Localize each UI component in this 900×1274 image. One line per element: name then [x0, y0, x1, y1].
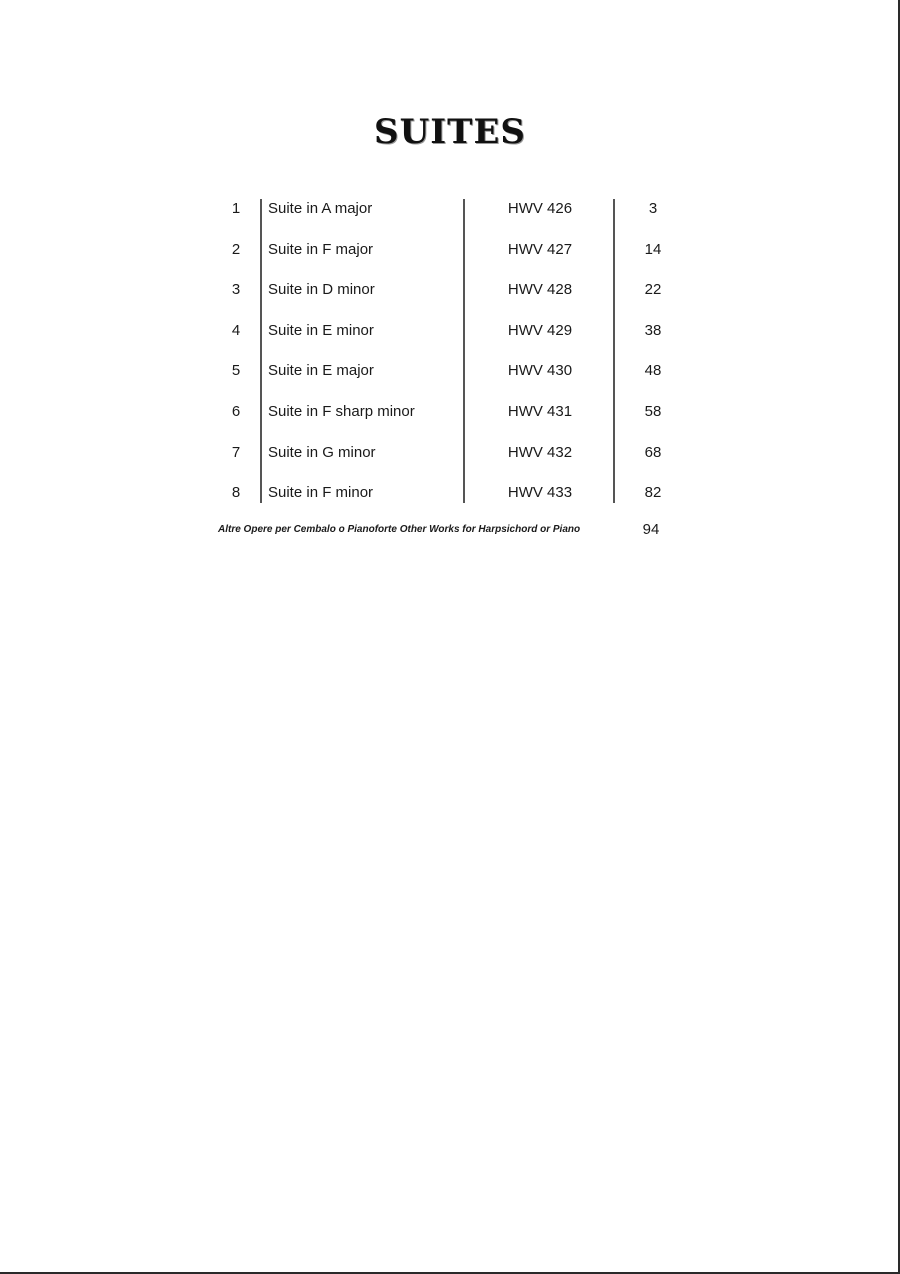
hwv-number: HWV 430	[507, 362, 573, 380]
suite-title: Suite in E major	[268, 362, 374, 380]
toc-row[interactable]	[210, 189, 690, 230]
toc-row[interactable]	[210, 433, 690, 474]
suite-title: Suite in F sharp minor	[268, 402, 415, 420]
suite-title: Suite in E minor	[268, 321, 374, 339]
page-title: SUITES	[374, 112, 526, 152]
suite-number: 1	[231, 200, 241, 217]
suite-number: 2	[231, 240, 241, 258]
page-number: 48	[644, 362, 662, 380]
page-number: 68	[644, 443, 662, 461]
toc-row[interactable]	[210, 230, 690, 271]
other-works-label: Altre Opere per Cembalo o Pianoforte Other Works for Harpsichord or Piano	[218, 524, 581, 535]
suite-title: Suite in F minor	[268, 484, 374, 502]
table-of-contents	[210, 189, 690, 514]
suite-title: Suite in D minor	[268, 281, 375, 299]
toc-row[interactable]	[210, 270, 690, 311]
page-number: 22	[644, 281, 662, 299]
page-number: 58	[644, 402, 662, 420]
suite-number: 3	[231, 281, 241, 299]
suite-title: Suite in A major	[268, 200, 373, 217]
toc-row[interactable]	[210, 473, 690, 514]
toc-row[interactable]	[210, 392, 690, 433]
page-number: 38	[644, 321, 662, 339]
suite-number: 5	[231, 362, 241, 380]
toc-row[interactable]	[210, 311, 690, 352]
toc-row[interactable]	[210, 351, 690, 392]
hwv-number: HWV 429	[507, 321, 573, 339]
other-works-page-number: 94	[642, 521, 660, 538]
other-works-entry[interactable]	[210, 520, 690, 540]
hwv-number: HWV 431	[507, 402, 573, 420]
suite-number: 6	[231, 402, 241, 420]
hwv-number: HWV 427	[507, 240, 573, 258]
page-number: 82	[644, 484, 662, 502]
page-number: 3	[648, 200, 658, 217]
suite-title: Suite in G minor	[268, 443, 376, 461]
hwv-number: HWV 433	[507, 484, 573, 502]
hwv-number: HWV 432	[507, 443, 573, 461]
suite-number: 8	[231, 484, 241, 502]
suite-title: Suite in F major	[268, 240, 374, 258]
hwv-number: HWV 426	[507, 200, 573, 217]
suite-number: 4	[231, 321, 241, 339]
hwv-number: HWV 428	[507, 281, 573, 299]
page-number: 14	[644, 240, 662, 258]
suite-number: 7	[231, 443, 241, 461]
